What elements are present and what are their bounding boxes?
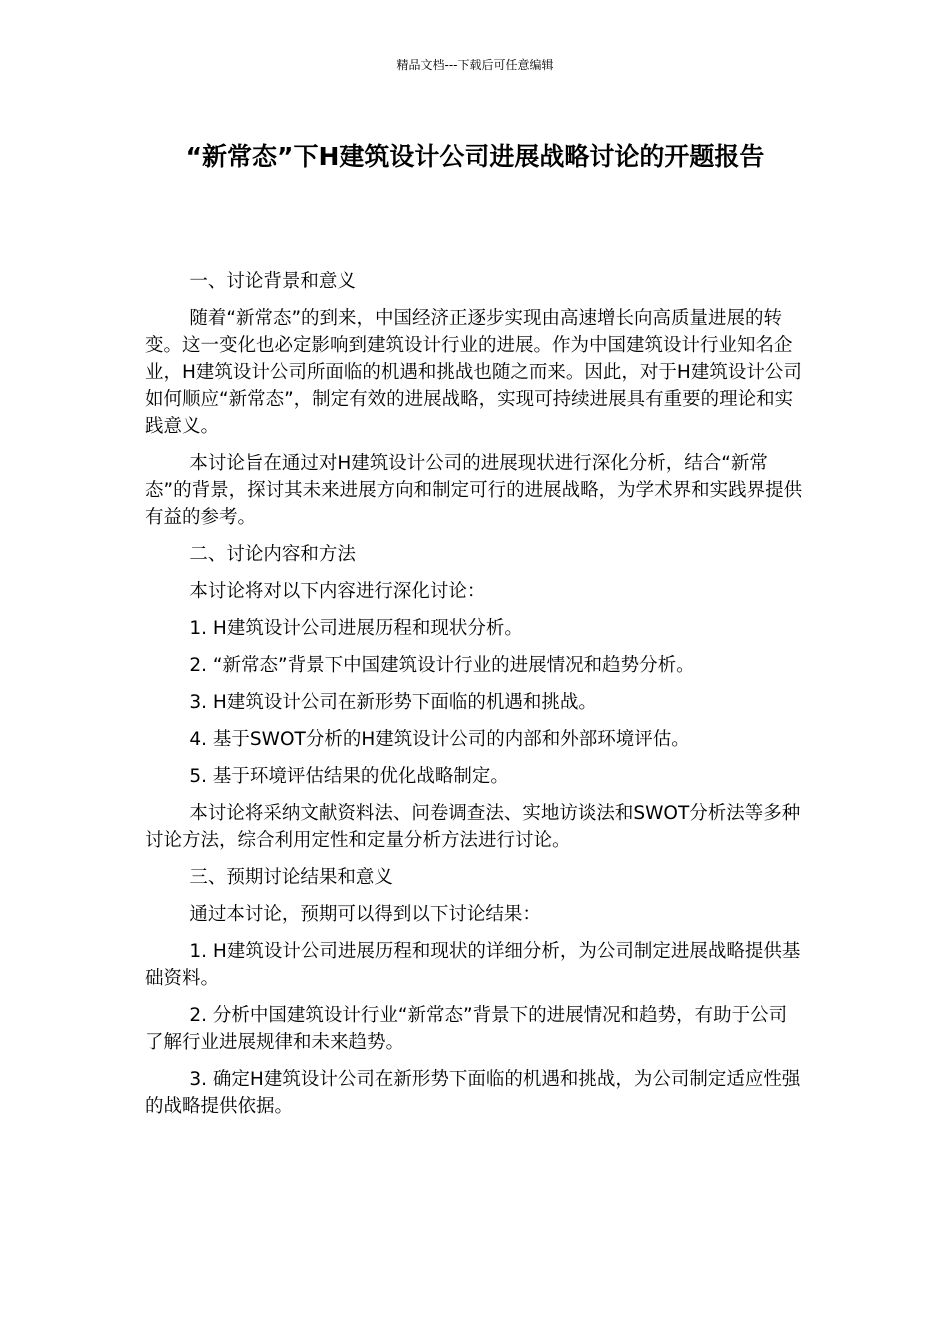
list-item-result-2: 2. 分析中国建筑设计行业“新常态”背景下的进展情况和趋势，有助于公司了解行业进展规律和未来趋势。 (145, 1005, 788, 1053)
list-item-result-1: 1. H建筑设计公司进展历程和现状的详细分析，为公司制定进展战略提供基础资料。 (145, 941, 801, 989)
section-heading-expected-results: 三、预期讨论结果和意义 (189, 867, 393, 888)
paragraph-background-1: 随着“新常态”的到来，中国经济正逐步实现由高速增长向高质量进展的转变。这一变化也必定影响到建筑设计行业的进展。作为中国建筑设计行业知名企业，H建筑设计公司所面临的机遇和挑战也随之而来。因此，对于H建筑设计公司如何顺应“新常态”，制定有效的进展战略，实现可持续进展具有重要的理论和实践意义。 (145, 308, 802, 437)
paragraph-content-intro: 本讨论将对以下内容进行深化讨论： (189, 581, 486, 602)
paragraph-background-2: 本讨论旨在通过对H建筑设计公司的进展现状进行深化分析，结合“新常态”的背景，探讨其未来进展方向和制定可行的进展战略，为学术界和实践界提供有益的参考。 (145, 453, 803, 528)
list-item-content-3: 3. H建筑设计公司在新形势下面临的机遇和挑战。 (189, 692, 597, 713)
paragraph-methods: 本讨论将采纳文献资料法、问卷调查法、实地访谈法和SWOT分析法等多种讨论方法，综合利用定性和定量分析方法进行讨论。 (145, 803, 801, 851)
document-title: “新常态”下H建筑设计公司进展战略讨论的开题报告 (185, 142, 765, 171)
paragraph-results-intro: 通过本讨论，预期可以得到以下讨论结果： (189, 904, 541, 925)
list-item-result-3: 3. 确定H建筑设计公司在新形势下面临的机遇和挑战，为公司制定适应性强的战略提供依据。 (145, 1069, 801, 1117)
document-body (145, 268, 805, 1130)
section-heading-content-method: 二、讨论内容和方法 (189, 544, 356, 565)
list-item-content-1: 1. H建筑设计公司进展历程和现状分析。 (189, 618, 523, 639)
list-item-content-4: 4. 基于SWOT分析的H建筑设计公司的内部和外部环境评估。 (189, 729, 690, 750)
list-item-content-5: 5. 基于环境评估结果的优化战略制定。 (189, 766, 509, 787)
page-header-note: 精品文档---下载后可任意编辑 (396, 58, 554, 72)
list-item-content-2: 2. “新常态”背景下中国建筑设计行业的进展情况和趋势分析。 (189, 655, 695, 676)
section-heading-background: 一、讨论背景和意义 (189, 271, 356, 292)
